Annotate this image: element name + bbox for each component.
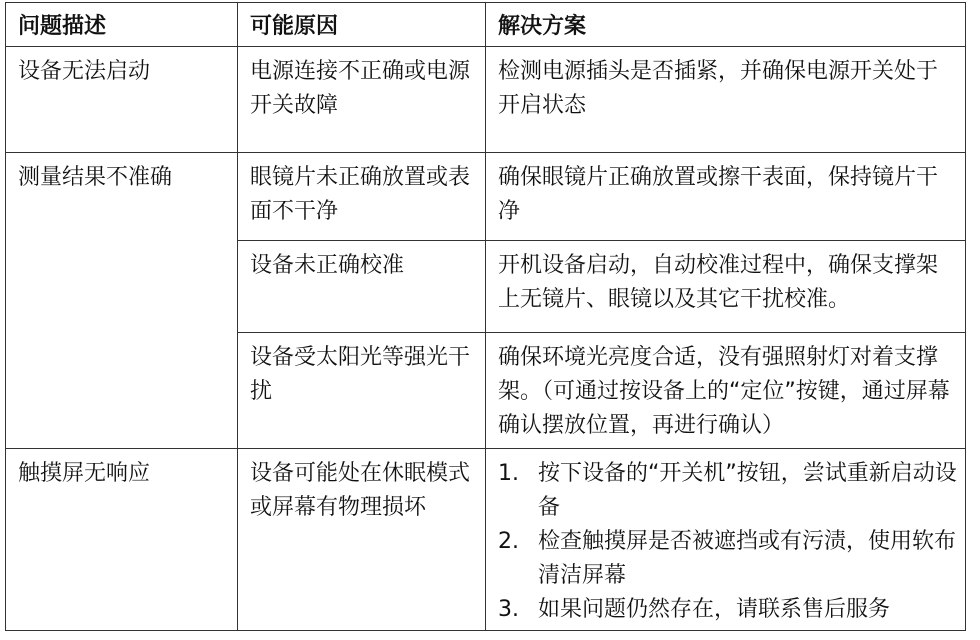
- list-item: [498, 457, 957, 525]
- cause-cell: 设备未正确校准: [238, 241, 486, 333]
- solution-cell: 确保眼镜片正确放置或擦干表面，保持镜片干净: [486, 153, 966, 241]
- header-problem: 问题描述: [6, 3, 238, 47]
- list-item: [498, 525, 957, 593]
- table-header-row: [6, 3, 966, 47]
- step-number: 2.: [498, 529, 519, 554]
- solution-cell: 确保环境光亮度合适，没有强照射灯对着支撑架。（可通过按设备上的“定位”按键，通过屏幕确认摆放位置，再进行确认）: [486, 333, 966, 449]
- solution-steps-list: [498, 457, 957, 627]
- header-cause: 可能原因: [238, 3, 486, 47]
- step-text: 按下设备的“开关机”按钮，尝试重新启动设备: [538, 461, 957, 520]
- list-item: [498, 593, 957, 627]
- solution-cell: [486, 449, 966, 631]
- step-text: 检查触摸屏是否被遮挡或有污渍，使用软布清洁屏幕: [538, 529, 957, 588]
- table-row: [6, 47, 966, 153]
- solution-cell: 开机设备启动，自动校准过程中，确保支撑架上无镜片、眼镜以及其它干扰校准。: [486, 241, 966, 333]
- table-row: [6, 449, 966, 631]
- solution-cell: 检测电源插头是否插紧，并确保电源开关处于开启状态: [486, 47, 966, 153]
- table-row: [6, 153, 966, 241]
- cause-cell: 电源连接不正确或电源开关故障: [238, 47, 486, 153]
- step-number: 1.: [498, 461, 519, 486]
- troubleshooting-table: [5, 2, 966, 631]
- step-number: 3.: [498, 597, 519, 622]
- cause-cell: 设备可能处在休眠模式或屏幕有物理损坏: [238, 449, 486, 631]
- problem-cell: 测量结果不准确: [6, 153, 238, 449]
- problem-cell: 触摸屏无响应: [6, 449, 238, 631]
- step-text: 如果问题仍然存在，请联系售后服务: [538, 597, 891, 622]
- header-solution: 解决方案: [486, 3, 966, 47]
- cause-cell: 眼镜片未正确放置或表面不干净: [238, 153, 486, 241]
- problem-cell: 设备无法启动: [6, 47, 238, 153]
- cause-cell: 设备受太阳光等强光干扰: [238, 333, 486, 449]
